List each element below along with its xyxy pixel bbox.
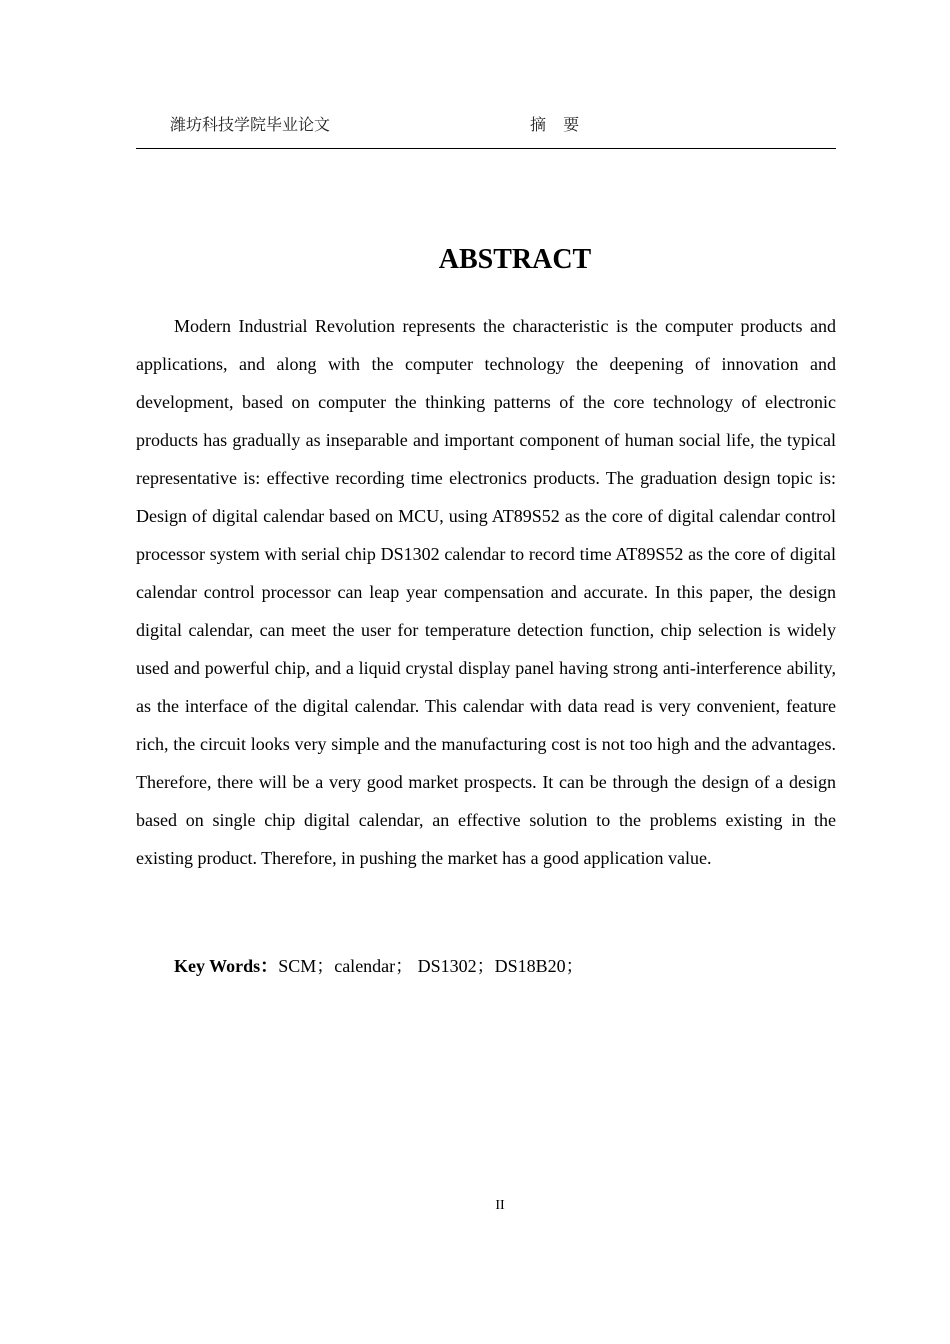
page-number: II — [495, 1198, 505, 1213]
abstract-title: ABSTRACT — [438, 244, 592, 275]
header-institution: 潍坊科技学院毕业论文 — [170, 115, 331, 134]
keywords-label: Key Words： — [174, 956, 279, 976]
keywords-value: SCM；calendar； DS1302；DS18B20； — [278, 956, 584, 976]
header-section-title: 摘 要 — [530, 115, 586, 134]
keywords-line — [174, 952, 584, 978]
abstract-body: Modern Industrial Revolution represents the characteristic is the computer products and applications, and along with the computer technology the deepening of innovation and development, based on computer the thinking patterns of the core technology of electronic products has gradually as inseparable and important component of human social life, the typical representative is: effective recording time electronics products. The graduation design topic is: Design of digital calendar based on MCU, using AT89S52 as the core of digital calendar control processor system with serial chip DS1302 calendar to record time AT89S52 as the core of digital calendar control processor can leap year compensation and accurate. In this paper, the design digital calendar, can meet the user for temperature detection function, chip selection is widely used and powerful chip, and a liquid crystal display panel having strong anti-interference ability, as the interface of the digital calendar. This calendar with data read is very convenient, feature rich, the circuit looks very simple and the manufacturing cost is not too high and the advantages. Therefore, there will be a very good market prospects. It can be through the design of a design based on single chip digital calendar, an effective solution to the problems existing in the existing product. Therefore, in pushing the market has a good application value. — [136, 316, 836, 868]
page-header — [136, 108, 836, 149]
